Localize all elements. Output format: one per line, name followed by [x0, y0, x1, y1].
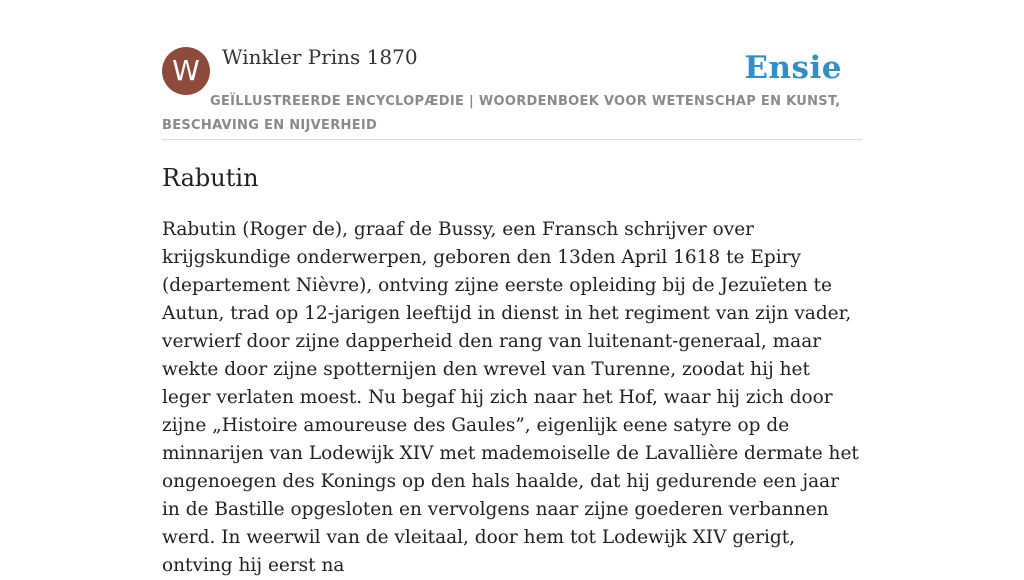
- ensie-logo[interactable]: Ensie: [744, 50, 842, 86]
- source-avatar[interactable]: W: [162, 47, 210, 95]
- source-subtitle: GEÏLLUSTREERDE ENCYCLOPÆDIE | WOORDENBOEK VOOR WETENSCHAP EN KUNST, BESCHAVING EN NIJVERHEID: [162, 94, 841, 133]
- article-body: Rabutin (Roger de), graaf de Bussy, een Fransch schrijver over krijgskundige onderwerpen, geboren den 13den April 1618 te Epiry (departement Nièvre), ontving zijne eerste opleiding bij de Jezuïeten te Autun, trad op 12-jarigen leeftijd in dienst in het regiment van zijn vader, verwierf door zijne dapperheid den rang van luitenant-generaal, maar wekte door zijne spotternijen den wrevel van Turenne, zoodat hij het leger verlaten moest. Nu begaf hij zich naar het Hof, waar hij zich door zijne „Histoire amoureuse des Gaules”, eigenlijk eene satyre op de minnarijen van Lodewijk XIV met mademoiselle de Lavallière dermate het ongenoegen des Konings op den hals haalde, dat hij gedurende een jaar in de Bastille opgesloten en vervolgens naar zijne goederen verbannen werd. In weerwil van de vleitaal, door hem tot Lodewijk XIV gerigt, ontving hij eerst na: [162, 219, 859, 576]
- article-title: Rabutin: [162, 164, 259, 192]
- source-title-link[interactable]: Winkler Prins 1870: [222, 45, 418, 69]
- source-header: [162, 0, 862, 140]
- article: [162, 160, 862, 580]
